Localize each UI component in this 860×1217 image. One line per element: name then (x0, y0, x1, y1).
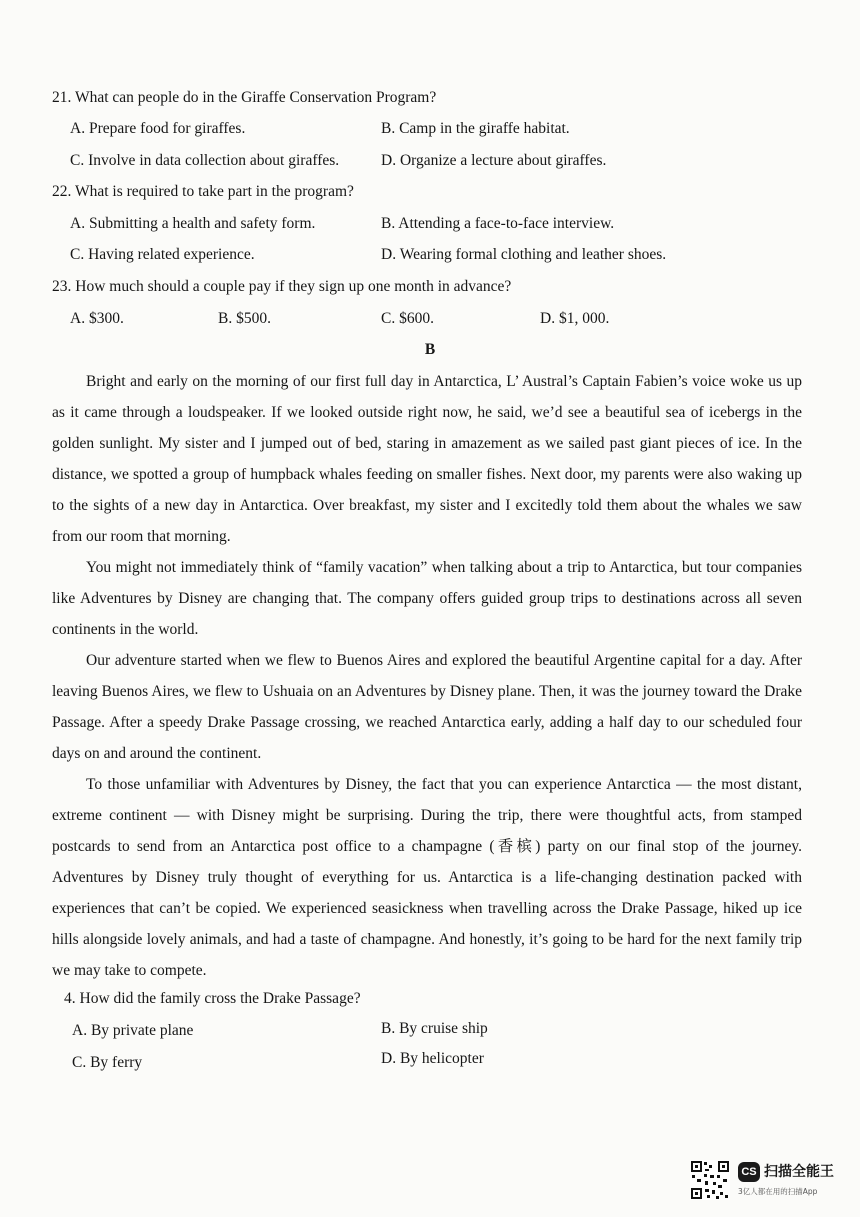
qr-code-icon (690, 1160, 730, 1200)
option-text: Wearing formal clothing and leather shoes. (399, 246, 667, 263)
option-letter: A. (70, 310, 86, 327)
option-23-a (70, 310, 124, 328)
scanner-watermark (690, 1160, 850, 1204)
option-text: Involve in data collection about giraffes. (88, 152, 340, 169)
option-23-d (540, 310, 609, 328)
brand-tagline: 3亿人都在用的扫描App (738, 1187, 818, 1196)
option-letter: B. (381, 1020, 396, 1037)
option-4-a (72, 1022, 193, 1040)
option-text: Prepare food for giraffes. (88, 120, 246, 137)
question-text: How much should a couple pay if they sign up one month in advance? (75, 278, 512, 295)
option-letter: C. (70, 152, 85, 169)
option-text: Submitting a health and safety form. (88, 215, 316, 232)
option-letter: D. (381, 246, 397, 263)
option-text: $500. (236, 310, 271, 327)
passage-paragraph-4: To those unfamiliar with Adventures by Disney, the fact that you can experience Antarctica — the most distant, extreme continent — with Disney might be surprising. During the trip, there were thoughtful acts, from stamped postcards to send from an Antarctica post office to a champagne (香槟) party on our final stop of the journey. Adventures by Disney truly thought of everything for us. Antarctica is a life-changing destination packed with experiences that can’t be copied. We experienced seasickness when travelling across the Drake Passage, hiked up ice hills alongside lovely animals, and had a taste of champagne. And honestly, it’s going to be hard for the next family trip we may take to compete. (52, 776, 802, 979)
option-letter: C. (70, 246, 85, 263)
option-4-b (381, 1020, 488, 1038)
option-text: By cruise ship (399, 1020, 488, 1037)
option-letter: D. (381, 152, 397, 169)
brand-name: 扫描全能王 (764, 1164, 834, 1180)
option-letter: B. (381, 215, 396, 232)
option-23-b (218, 310, 271, 328)
option-text: $1, 000. (558, 310, 610, 327)
question-number: 21. (52, 89, 72, 106)
option-text: Organize a lecture about giraffes. (399, 152, 607, 169)
option-text: By private plane (90, 1022, 194, 1039)
option-21-d (381, 152, 606, 170)
option-22-b (381, 215, 614, 233)
option-21-b (381, 120, 570, 138)
option-text: $600. (399, 310, 434, 327)
question-text: How did the family cross the Drake Passage? (79, 990, 361, 1007)
question-number: 23. (52, 278, 72, 295)
question-text: What is required to take part in the program? (74, 183, 354, 200)
question-number: 4. (64, 990, 76, 1007)
camscanner-logo-icon: CS (738, 1162, 760, 1182)
question-4 (64, 990, 361, 1008)
option-4-c (72, 1054, 142, 1072)
option-letter: C. (72, 1054, 87, 1071)
option-text: Camp in the giraffe habitat. (399, 120, 570, 137)
question-22 (52, 183, 354, 201)
option-text: Having related experience. (88, 246, 255, 263)
option-21-a (70, 120, 245, 138)
option-21-c (70, 152, 339, 170)
option-letter: D. (381, 1050, 397, 1067)
option-text: By helicopter (399, 1050, 484, 1067)
option-text: By ferry (90, 1054, 143, 1071)
option-letter: B. (381, 120, 396, 137)
passage-paragraph-1: Bright and early on the morning of our first full day in Antarctica, L’ Austral’s Captain Fabien’s voice woke us up as it came through a loudspeaker. If we looked outside right now, he said, we’d see a beautiful sea of icebergs in the golden sunlight. My sister and I jumped out of bed, staring in amazement as we sailed past giant pieces of ice. In the distance, we spotted a group of humpback whales feeding on smaller fishes. Next door, my parents were also waking up to the sights of a new day in Antarctica. Over breakfast, my sister and I excitedly told them about the whales we saw from our room that morning. (52, 373, 802, 545)
option-4-d (381, 1050, 484, 1068)
question-21 (52, 89, 436, 107)
passage-paragraph-3: Our adventure started when we flew to Buenos Aires and explored the beautiful Argentine capital for a day. After leaving Buenos Aires, we flew to Ushuaia on an Adventures by Disney plane. Then, it was the journey toward the Drake Passage. After a speedy Drake Passage crossing, we reached Antarctica early, adding a half day to our scheduled four days on and around the continent. (52, 652, 802, 762)
option-letter: A. (70, 120, 86, 137)
section-label: B (424, 341, 436, 358)
passage-paragraph-2: You might not immediately think of “family vacation” when talking about a trip to Antarctica, but tour companies like Adventures by Disney are changing that. The company offers guided group trips to destinations across all seven continents in the world. (52, 559, 802, 638)
question-text: What can people do in the Giraffe Conservation Program? (74, 89, 437, 106)
option-text: $300. (88, 310, 124, 327)
option-23-c (381, 310, 434, 328)
question-23 (52, 278, 511, 296)
option-22-a (70, 215, 315, 233)
option-text: Attending a face-to-face interview. (398, 215, 615, 232)
question-number: 22. (52, 183, 72, 200)
option-letter: C. (381, 310, 396, 327)
option-letter: D. (540, 310, 556, 327)
option-letter: A. (70, 215, 86, 232)
option-letter: B. (218, 310, 233, 327)
option-22-d (381, 246, 666, 264)
option-letter: A. (72, 1022, 88, 1039)
option-22-c (70, 246, 255, 264)
